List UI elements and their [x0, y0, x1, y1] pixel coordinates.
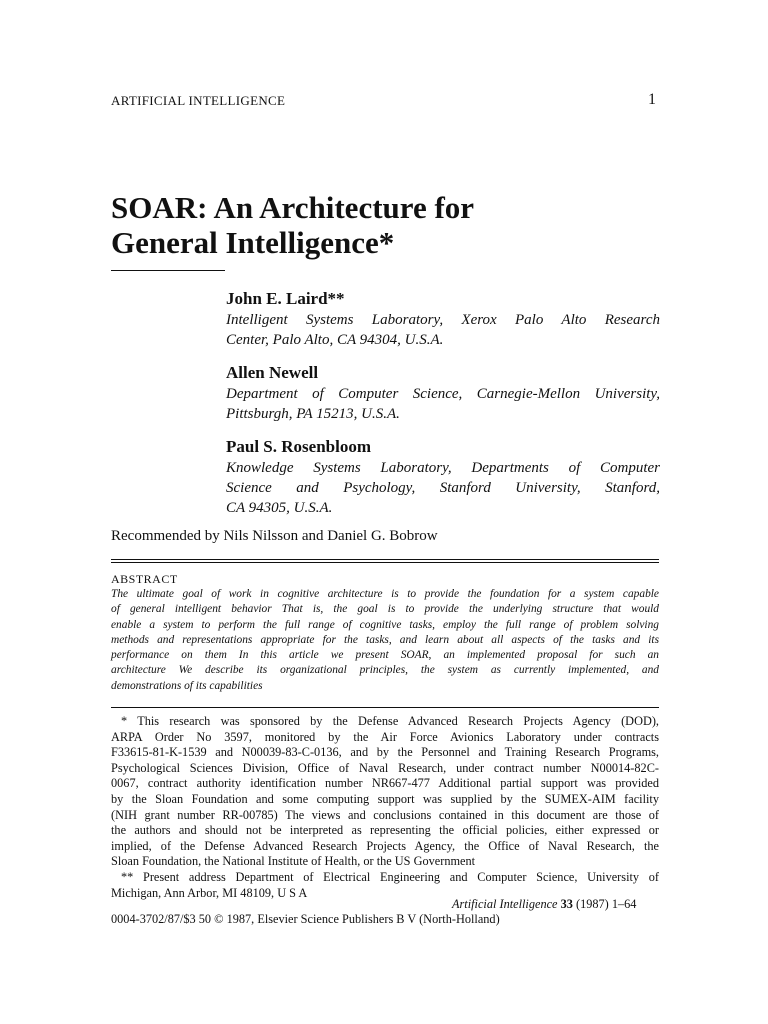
section-divider [111, 559, 659, 560]
author-name: Allen Newell [226, 363, 319, 382]
affiliation-line: Pittsburgh, PA 15213, U.S.A. [226, 406, 400, 422]
page-number: 1 [648, 91, 656, 108]
footnote-line: 0067, contract authority identification number NR667-477 Additional partial support was provided [111, 776, 659, 791]
recommended-by: Recommended by Nils Nilsson and Daniel G. Bobrow [111, 528, 438, 544]
abstract-line: of general intelligent behavior That is, the goal is to provide the underlying structure that would [111, 603, 659, 616]
title-divider [111, 270, 225, 271]
author-newell [226, 362, 660, 424]
author-affiliation [226, 310, 660, 350]
abstract-line: performance on them In this article we present SOAR, an implemented proposal for such an [111, 649, 659, 662]
abstract-line: architecture We describe its organizational principles, the system as currently implemented, and [111, 664, 659, 677]
abstract-body [111, 587, 659, 694]
affiliation-line: Science and Psychology, Stanford University, Stanford, [226, 480, 660, 496]
footnote-line: by the Sloan Foundation and some computing support was supplied by the SUMEX-AIM facility [111, 791, 659, 806]
footnote-line: * This research was sponsored by the Defense Advanced Research Projects Agency (DOD), [121, 714, 659, 728]
running-head: ARTIFICIAL INTELLIGENCE [111, 93, 286, 108]
affiliation-line: Center, Palo Alto, CA 94304, U.S.A. [226, 332, 444, 348]
abstract-line: demonstrations of its capabilities [111, 679, 263, 692]
title-line-2: General Intelligence* [111, 225, 395, 260]
affiliation-line: CA 94305, U.S.A. [226, 500, 333, 516]
footnote-line: Sloan Foundation, the National Institute of Health, or the US Government [111, 854, 476, 869]
abstract-line: methods and representations appropriate for the tasks, and learn about all aspects of the tasks and its [111, 633, 659, 646]
footnote-line: Psychological Sciences Division, Office of Naval Research, under contract number N00014-82C- [111, 760, 659, 775]
footnote-line: F33615-81-K-1539 and N00039-83-C-0136, and by the Personnel and Training Research Programs, [111, 745, 659, 760]
footnotes [111, 714, 659, 901]
author-name: John E. Laird** [226, 289, 345, 308]
abstract-heading: ABSTRACT [111, 572, 178, 586]
author-laird [226, 288, 660, 350]
abstract-line: The ultimate goal of work in cognitive architecture is to provide the foundation for a system capable [111, 588, 659, 600]
footnote-line: ARPA Order No 3597, monitored by the Air Force Avionics Laboratory under contracts [111, 729, 659, 744]
footnote-line: implied, of the Defense Advanced Research Projects Agency, the Office of Naval Research, the [111, 838, 659, 853]
footnote-line: ** Present address Department of Electrical Engineering and Computer Science, University of [121, 869, 659, 884]
affiliation-line: Intelligent Systems Laboratory, Xerox Palo Alto Research [226, 312, 660, 328]
footnote-line: (NIH grant number RR-00785) The views and conclusions contained in this document are those of [111, 807, 659, 822]
author-rosenbloom [226, 436, 660, 518]
journal-name: Artificial Intelligence [452, 897, 558, 911]
author-name: Paul S. Rosenbloom [226, 437, 371, 456]
copyright-line: 0004-3702/87/$3 50 © 1987, Elsevier Science Publishers B V (North-Holland) [111, 912, 500, 926]
affiliation-line: Knowledge Systems Laboratory, Departments of Computer [226, 460, 660, 476]
author-affiliation [226, 384, 660, 424]
footnote-line: the authors and should not be interpreted as representing the official policies, either expressed or [111, 823, 659, 838]
section-divider [111, 562, 659, 563]
abstract-line: enable a system to perform the full range of cognitive tasks, employ the full range of problem solving [111, 618, 659, 631]
journal-volume: 33 [560, 897, 573, 911]
affiliation-line: Department of Computer Science, Carnegie-Mellon University, [226, 386, 660, 402]
footnote-line: Michigan, Ann Arbor, MI 48109, U S A [111, 885, 308, 900]
author-affiliation [226, 458, 660, 518]
journal-citation [452, 897, 636, 912]
title-line-1: SOAR: An Architecture for [111, 190, 475, 225]
footnote-divider [111, 707, 659, 708]
journal-year-pages: (1987) 1–64 [575, 897, 637, 911]
paper-title [111, 190, 474, 260]
